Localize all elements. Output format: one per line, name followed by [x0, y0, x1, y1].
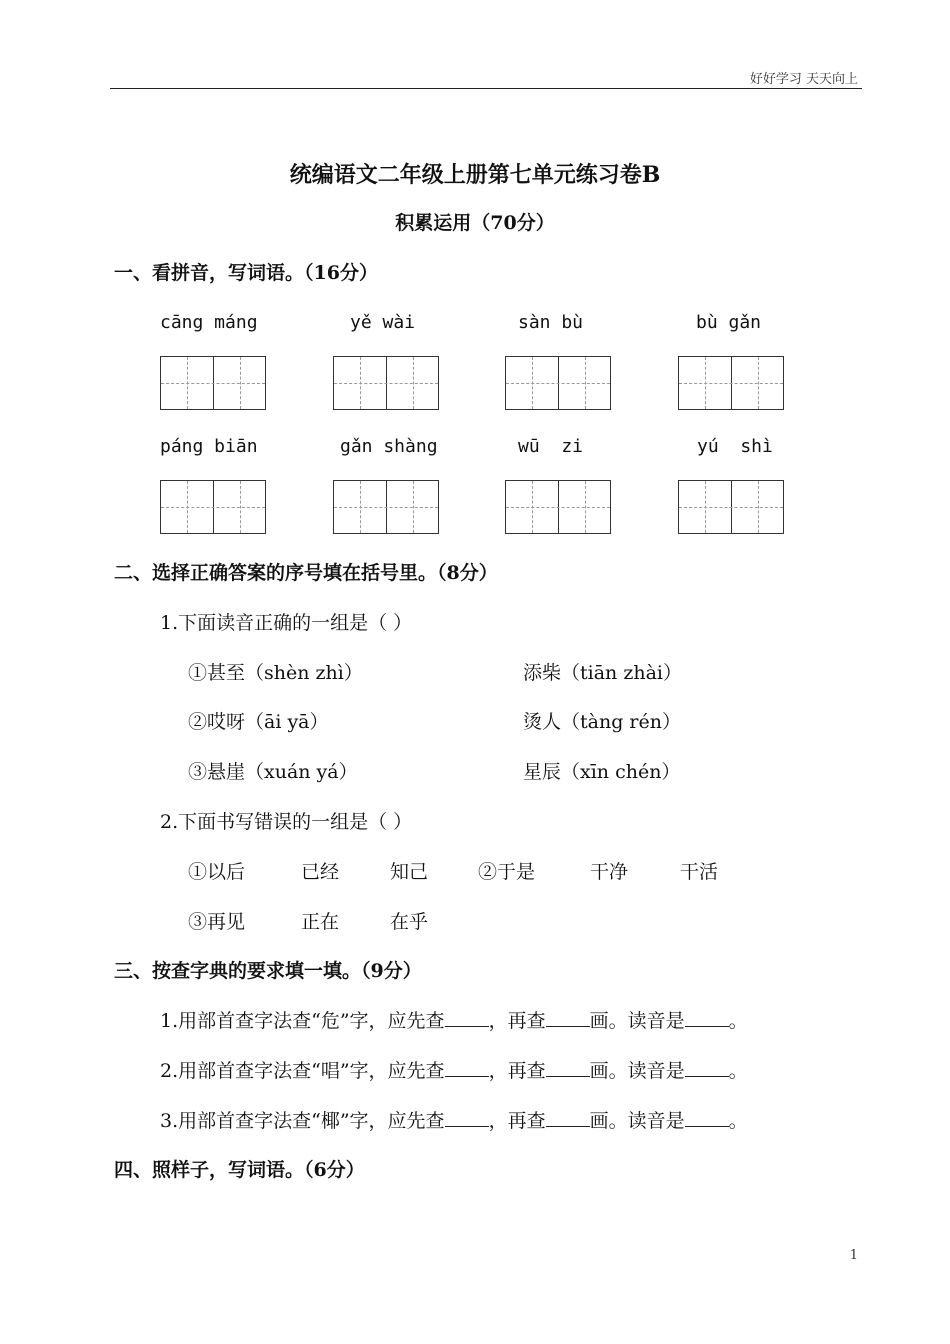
fill-text: 。 — [728, 1060, 748, 1082]
page-number: 1 — [849, 1248, 858, 1263]
pinyin-label: gǎn shàng — [340, 436, 438, 457]
section-1-heading: 一、看拼音，写词语。（16分） — [114, 262, 378, 284]
fill-text: ，再查 — [488, 1110, 546, 1132]
answer-blank[interactable] — [685, 1060, 729, 1077]
writing-grid[interactable] — [678, 356, 784, 410]
question-prompt: 1.下面读音正确的一组是（ ） — [160, 612, 413, 634]
writing-grid[interactable] — [160, 356, 266, 410]
pinyin-label: yě wài — [350, 312, 416, 333]
fill-text: 2.用部首查字法查“唱”字，应先查 — [160, 1060, 445, 1082]
section-3-heading: 三、按查字典的要求填一填。（9分） — [114, 960, 422, 982]
answer-blank[interactable] — [685, 1010, 729, 1027]
answer-blank[interactable] — [546, 1060, 590, 1077]
pinyin-label: yú shì — [697, 436, 773, 457]
pinyin-label: cāng máng — [160, 312, 258, 333]
fill-text: 。 — [728, 1110, 748, 1132]
fill-text: 画。读音是 — [589, 1010, 685, 1032]
pinyin-label: bù gǎn — [696, 312, 762, 333]
word-item: 干净 — [590, 861, 629, 883]
word-item: ①以后 — [188, 861, 246, 883]
word-item: 知己 — [390, 861, 429, 883]
word-item: 已经 — [301, 861, 340, 883]
question-prompt: 2.下面书写错误的一组是（ ） — [160, 811, 413, 833]
word-item: 干活 — [680, 861, 719, 883]
answer-blank[interactable] — [546, 1110, 590, 1127]
answer-blank[interactable] — [445, 1110, 489, 1127]
answer-blank[interactable] — [546, 1010, 590, 1027]
option-item: 添柴（tiān zhài） — [523, 662, 682, 684]
fill-question — [160, 1106, 748, 1133]
writing-grid[interactable] — [333, 356, 439, 410]
option-item: ②哎呀（āi yā） — [188, 711, 329, 733]
section-4-heading: 四、照样子，写词语。（6分） — [114, 1159, 365, 1181]
fill-text: ，再查 — [488, 1060, 546, 1082]
fill-question — [160, 1056, 748, 1083]
pinyin-label: páng biān — [160, 436, 258, 457]
writing-grid[interactable] — [505, 480, 611, 534]
header-motto: 好好学习 天天向上 — [749, 72, 858, 87]
answer-blank[interactable] — [685, 1110, 729, 1127]
writing-grid[interactable] — [678, 480, 784, 534]
fill-text: 画。读音是 — [589, 1110, 685, 1132]
option-item: 烫人（tàng rén） — [523, 711, 681, 733]
fill-text: ，再查 — [488, 1010, 546, 1032]
fill-text: 1.用部首查字法查“危”字，应先查 — [160, 1010, 445, 1032]
word-item: 在乎 — [390, 911, 429, 933]
word-item: ③再见 — [188, 911, 246, 933]
answer-blank[interactable] — [445, 1010, 489, 1027]
pinyin-label: wū zi — [518, 436, 584, 457]
page-subtitle: 积累运用（70分） — [395, 212, 555, 234]
section-2-heading: 二、选择正确答案的序号填在括号里。（8分） — [114, 562, 498, 584]
option-item: 星辰（xīn chén） — [523, 761, 681, 783]
word-item: 正在 — [301, 911, 340, 933]
option-item: ③悬崖（xuán yá） — [188, 761, 358, 783]
option-item: ①甚至（shèn zhì） — [188, 662, 363, 684]
answer-blank[interactable] — [445, 1060, 489, 1077]
fill-text: 。 — [728, 1010, 748, 1032]
fill-question — [160, 1006, 748, 1033]
writing-grid[interactable] — [160, 480, 266, 534]
writing-grid[interactable] — [505, 356, 611, 410]
page-title: 统编语文二年级上册第七单元练习卷B — [289, 162, 661, 188]
header-rule — [110, 88, 862, 89]
writing-grid[interactable] — [333, 480, 439, 534]
fill-text: 画。读音是 — [589, 1060, 685, 1082]
word-item: ②于是 — [478, 861, 536, 883]
fill-text: 3.用部首查字法查“椰”字，应先查 — [160, 1110, 445, 1132]
pinyin-label: sàn bù — [518, 312, 584, 333]
